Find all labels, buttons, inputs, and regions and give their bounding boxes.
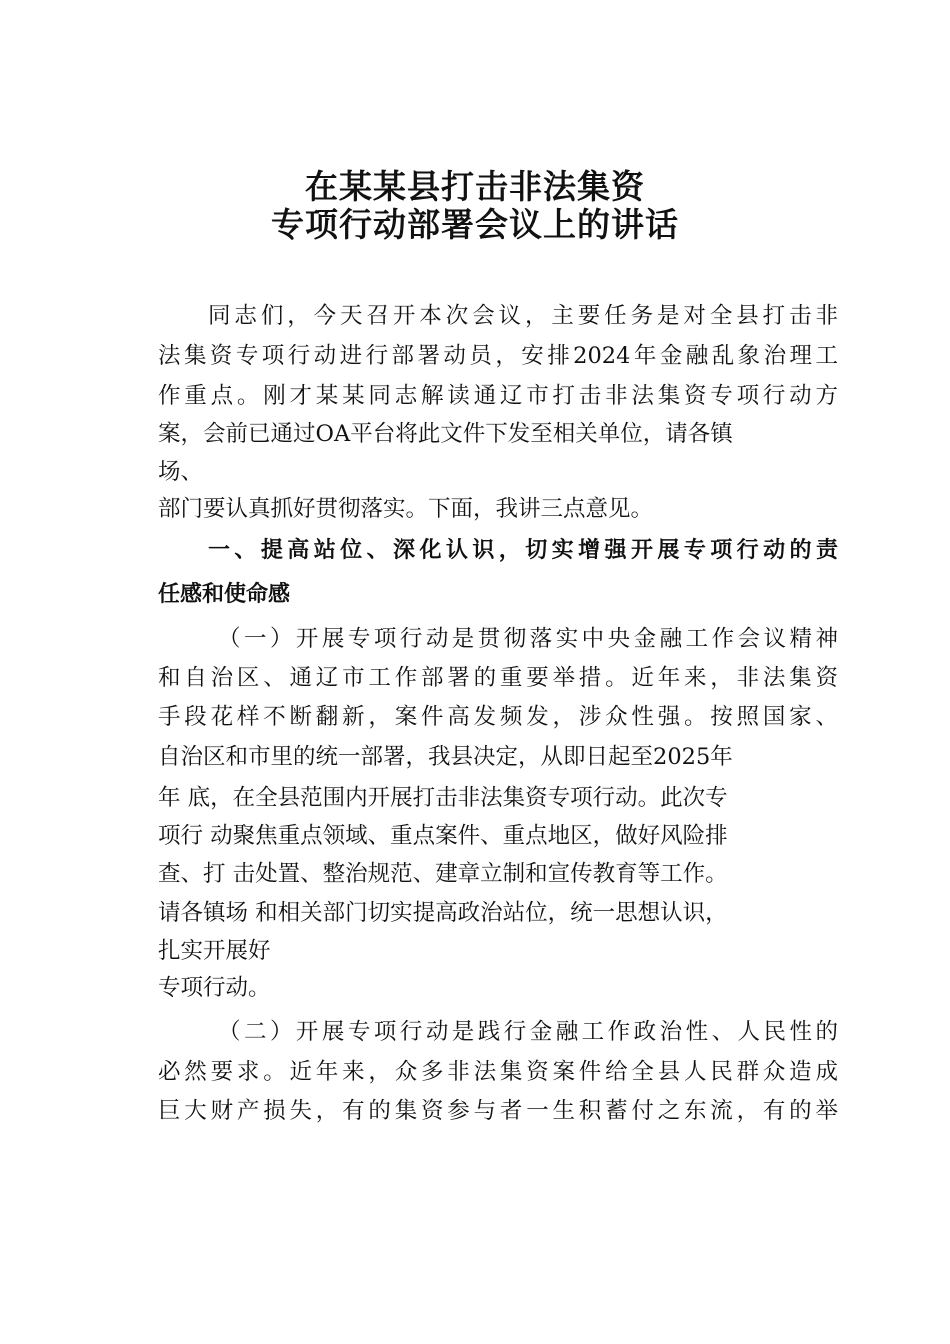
para1-line: 项行 动聚焦重点领域、重点案件、重点地区，做好风险排 [158,823,728,849]
para1-line: 查、打 击处置、整治规范、建章立制和宣传教育等工作。 [158,861,728,887]
document-title-line-1: 在某某县打击非法集资 [305,167,645,206]
section-heading-line-1: 一、提高站位、深化认识，切实增强开展专项行动的责 [208,538,838,563]
para2-line: 巨大财产损失，有的集资参与者一生积蓄付之东流，有的举 [158,1098,838,1124]
para1-line: 自治区和市里的统一部署，我县决定，从即日起至2025年 [158,744,733,770]
para1-line: 专项行动。 [158,975,271,1001]
intro-line: 同志们，今天召开本次会议，主要任务是对全县打击非 [208,303,838,329]
intro-line: 部门要认真抓好贯彻落实。下面，我讲三点意见。 [158,496,654,522]
para1-line: 手段花样不断翻新，案件高发频发，涉众性强。按照国家、 [158,704,838,730]
para1-line: 和自治区、通辽市工作部署的重要举措。近年来，非法集资 [158,665,838,691]
para1-line: （一）开展专项行动是贯彻落实中央金融工作会议精神 [218,626,838,652]
intro-line: 场、 [158,459,204,485]
para1-line: 年 底，在全县范围内开展打击非法集资专项行动。此次专 [158,785,728,811]
para1-line: 请各镇场 和相关部门切实提高政治站位，统一思想认识， [158,900,728,926]
section-heading-line-2: 任感和使命感 [158,582,291,607]
para2-line: 必然要求。近年来，众多非法集资案件给全县人民群众造成 [158,1059,838,1085]
intro-line: 案，会前已通过OA平台将此文件下发至相关单位，请各镇 [158,421,733,447]
intro-line: 法集资专项行动进行部署动员，安排2024年金融乱象治理工 [158,343,838,369]
intro-line: 作重点。刚才某某同志解读通辽市打击非法集资专项行动方 [158,383,838,409]
para2-line: （二）开展专项行动是践行金融工作政治性、人民性的 [218,1019,838,1045]
para1-line: 扎实开展好 [158,938,271,964]
document-title-line-2: 专项行动部署会议上的讲话 [271,205,679,244]
